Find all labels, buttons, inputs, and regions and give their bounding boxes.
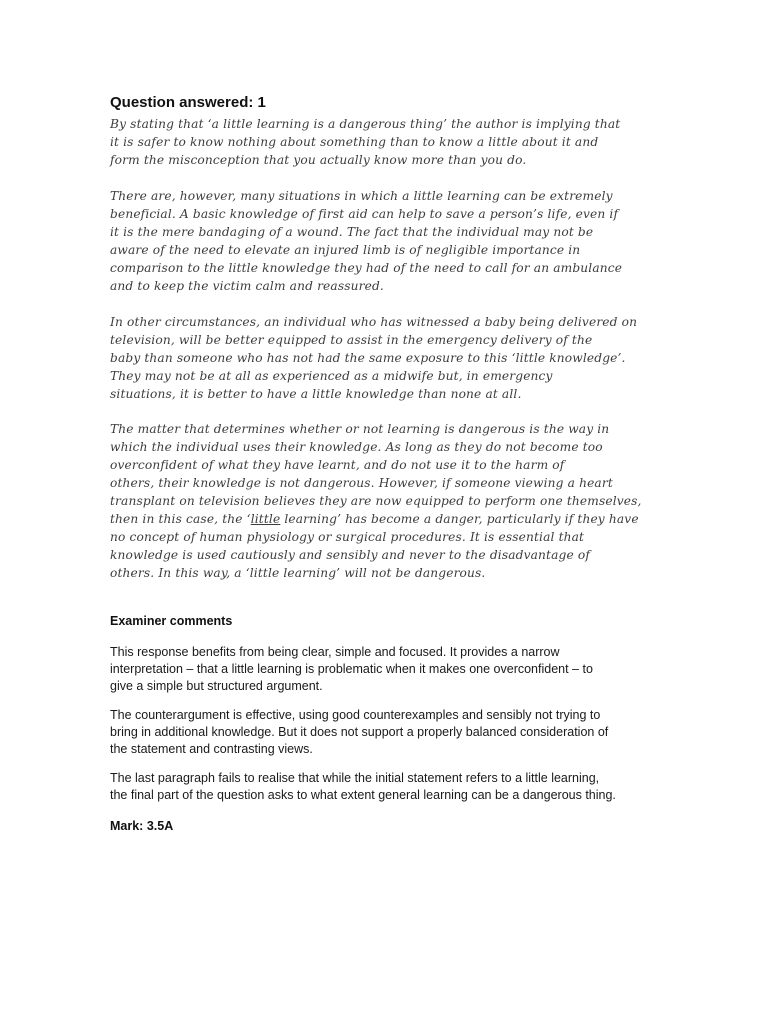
answer-line: There are, however, many situations in which a little learning can be extremely <box>110 189 613 203</box>
answer-line-underlined: then in this case, the ‘little learning’ has become a danger, particularly if they have <box>110 512 639 526</box>
answer-line: The matter that determines whether or not learning is dangerous is the way in <box>110 422 610 436</box>
answer-line: and to keep the victim calm and reassured. <box>110 279 384 293</box>
comment-line: interpretation – that a little learning is problematic when it makes one overconfident – to <box>110 662 593 676</box>
answer-line: aware of the need to elevate an injured limb is of negligible importance in <box>110 243 581 257</box>
mark-label: Mark: 3.5A <box>110 819 174 833</box>
answer-line: comparison to the little knowledge they had of the need to call for an ambulance <box>110 261 623 275</box>
question-heading: Question answered: 1 <box>110 94 266 111</box>
answer-line: By stating that ‘a little learning is a dangerous thing’ the author is implying that <box>110 117 621 131</box>
answer-line: situations, it is better to have a little knowledge than none at all. <box>110 387 522 401</box>
answer-line: baby than someone who has not had the same exposure to this ‘little knowledge’. <box>110 351 626 365</box>
answer-line: no concept of human physiology or surgical procedures. It is essential that <box>110 530 585 544</box>
answer-line: which the individual uses their knowledge. As long as they do not become too <box>110 440 603 454</box>
answer-line: In other circumstances, an individual who has witnessed a baby being delivered on <box>110 315 638 329</box>
answer-line: others, their knowledge is not dangerous. However, if someone viewing a heart <box>110 476 613 490</box>
answer-line: television, will be better equipped to assist in the emergency delivery of the <box>110 333 593 347</box>
answer-line: beneficial. A basic knowledge of first aid can help to save a person’s life, even if <box>110 207 619 221</box>
comment-line: This response benefits from being clear, simple and focused. It provides a narrow <box>110 645 560 659</box>
answer-line: They may not be at all as experienced as a midwife but, in emergency <box>110 369 553 383</box>
comment-line: bring in additional knowledge. But it does not support a properly balanced consideration of <box>110 725 609 739</box>
answer-line: overconfident of what they have learnt, and do not use it to the harm of <box>110 458 565 472</box>
answer-line: form the misconception that you actually know more than you do. <box>110 153 527 167</box>
answer-line: transplant on television believes they are now equipped to perform one themselves, <box>110 494 642 508</box>
answer-line: others. In this way, a ‘little learning’ will not be dangerous. <box>110 566 486 580</box>
comment-line: give a simple but structured argument. <box>110 679 323 693</box>
underlined-word: little <box>250 512 281 526</box>
comment-line: The last paragraph fails to realise that while the initial statement refers to a little learning, <box>110 771 600 785</box>
answer-line: knowledge is used cautiously and sensibly and never to the disadvantage of <box>110 548 590 562</box>
answer-line: it is the mere bandaging of a wound. The fact that the individual may not be <box>110 225 594 239</box>
comment-line: the final part of the question asks to what extent general learning can be a dangerous thing. <box>110 788 616 802</box>
answer-line: it is safer to know nothing about something than to know a little about it and <box>110 135 599 149</box>
examiner-comments-title: Examiner comments <box>110 614 233 628</box>
comment-line: the statement and contrasting views. <box>110 742 313 756</box>
comment-line: The counterargument is effective, using good counterexamples and sensibly not trying to <box>110 708 601 722</box>
